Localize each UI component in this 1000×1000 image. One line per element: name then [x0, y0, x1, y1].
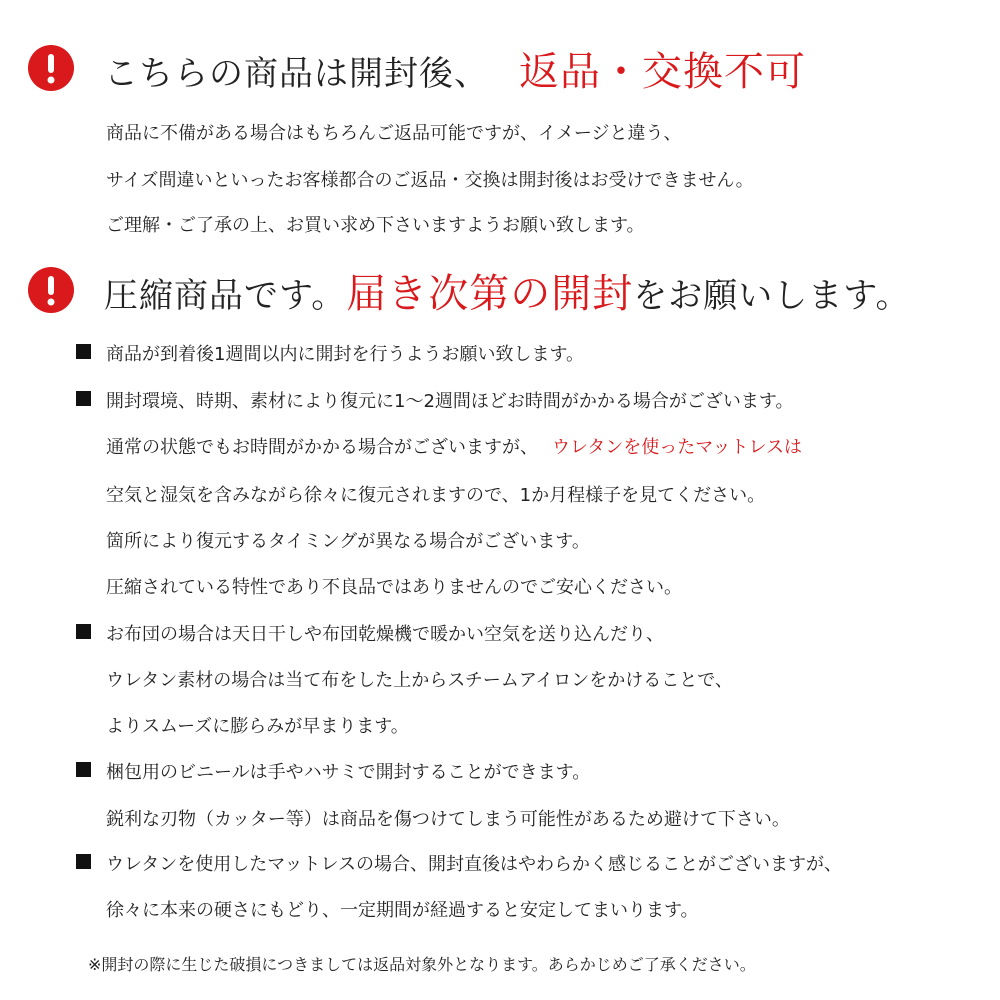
bullet5-line2: 徐々に本来の硬さにもどり、一定期間が経過すると安定してまいります。	[106, 900, 699, 921]
section1-heading	[104, 40, 806, 97]
section1-line-1: 商品に不備がある場合はもちろんご返品可能ですが、イメージと違う、	[106, 123, 682, 144]
bullet2-line2-plain: 通常の状態でもお時間がかかる場合がございますが、	[106, 437, 538, 458]
bullet1-text: 商品が到着後1週間以内に開封を行うようお願い致します。	[106, 344, 585, 365]
section2-heading-plain-2: をお願いします。	[633, 275, 911, 316]
footnote: ※開封の際に生じた破損につきましては返品対象外となります。あらかじめご了承ください。	[88, 955, 756, 974]
section2-heading-red: 届き次第の開封	[346, 270, 634, 317]
bullet-square	[76, 854, 91, 869]
section1-header	[28, 38, 806, 98]
section1-line-3: ご理解・ご了承の上、お買い求め下さいますようお願い致します。	[106, 215, 645, 236]
section1-line-2: サイズ間違いといったお客様都合のご返品・交換は開封後はお受けできません。	[106, 170, 754, 191]
alert-icon	[28, 267, 74, 313]
section1-heading-plain: こちらの商品は開封後、	[104, 53, 489, 94]
section2-header	[28, 260, 911, 320]
section2-heading	[104, 262, 911, 319]
bullet3-line3: よりスムーズに膨らみが早まります。	[106, 716, 409, 737]
bullet3-line2: ウレタン素材の場合は当て布をした上からスチームアイロンをかけることで、	[106, 670, 733, 691]
bullet2-line3: 空気と湿気を含みながら徐々に復元されますので、1か月程様子を見てください。	[106, 485, 766, 506]
section1-heading-red: 返品・交換不可	[519, 48, 806, 95]
bullet5-text: ウレタンを使用したマットレスの場合、開封直後はやわらかく感じることがございますが、	[106, 854, 843, 875]
bullet-square	[76, 762, 91, 777]
bullet2-line2	[106, 433, 802, 459]
alert-icon	[28, 45, 74, 91]
bullet3-text: お布団の場合は天日干しや布団乾燥機で暖かい空気を送り込んだり、	[106, 624, 664, 645]
bullet2-line2-red: ウレタンを使ったマットレスは	[552, 437, 803, 458]
section2-heading-plain-1: 圧縮商品です。	[104, 275, 347, 316]
bullet4-text: 梱包用のビニールは手やハサミで開封することができます。	[106, 762, 591, 783]
bullet2-line5: 圧縮されている特性であり不良品ではありませんのでご安心ください。	[106, 577, 682, 598]
bullet-square	[76, 391, 91, 406]
bullet2-line4: 箇所により復元するタイミングが異なる場合がございます。	[106, 531, 590, 552]
bullet-square	[76, 624, 91, 639]
bullet4-line2: 鋭利な刃物（カッター等）は商品を傷つけてしまう可能性があるため避けて下さい。	[106, 809, 790, 830]
bullet-square	[76, 344, 91, 359]
bullet2-text: 開封環境、時期、素材により復元に1～2週間ほどお時間がかかる場合がございます。	[106, 391, 794, 412]
